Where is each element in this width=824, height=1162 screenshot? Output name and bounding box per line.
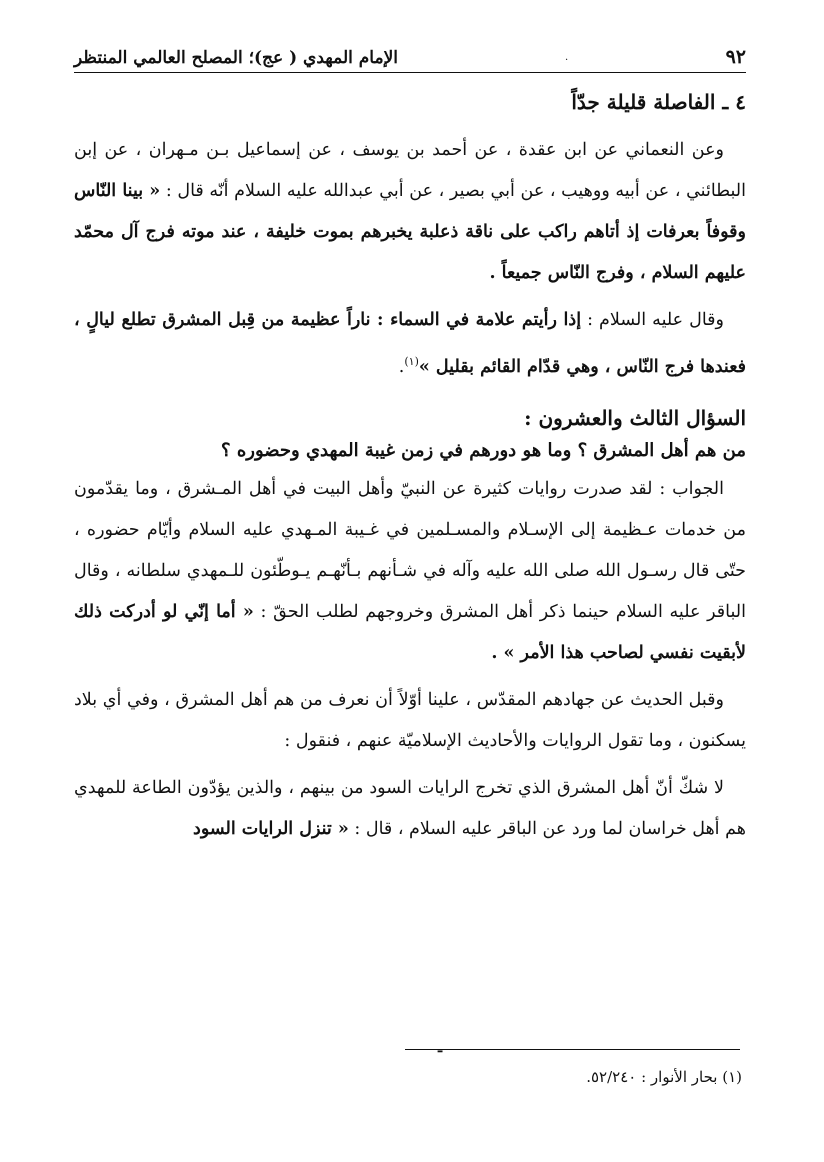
header-dot: . <box>565 52 569 63</box>
running-header <box>74 28 746 73</box>
footnote-number: (١) <box>722 1068 742 1086</box>
answer-text: لا شكّ أنّ أهل المشرق الذي تخرج الرايات السود من بينهم ، والذين يؤدّون الطاعة للمهدي هم أهل خراسان لما ورد عن الباقر عليه السلام ، قال : <box>74 777 746 839</box>
paragraph <box>74 469 746 674</box>
section-heading: ٤ ـ الفاصلة قليلة جدّاً <box>571 90 746 114</box>
hadith-quote: « أما إنّي لو أدركت ذلك لأبقيت نفسي لصاحب هذا الأمر » . <box>74 601 746 663</box>
footnote <box>586 1068 742 1086</box>
running-title: الإمام المهدي ( عج)؛ المصلح العالمي المنتظر <box>74 48 398 68</box>
page-number: ٩٢ <box>725 46 746 68</box>
paragraph <box>74 300 746 388</box>
answer-text: الجواب : لقد صدرت روايات كثيرة عن النبيّ وأهل البيت في أهل المـشرق ، وما يقدّمون من خدمات عـظيمة إلى الإسـلام والمسـلمين في غـيبة المـهدي عليه السلام وأيّام حضوره ، حتّى قال رسـول الله صلى الله عليه وآله في شـأنهم بـأنّهـم يـوطّئون للـمهدي سلطانه ، وقال الباقر عليه السلام حينما ذكر أهل المشرق وخروجهم لطلب الحقّ : <box>74 478 746 622</box>
paragraph: وقبل الحديث عن جهادهم المقدّس ، علينا أوّلاً أن نعرف من هم أهل المشرق ، وفي أي بلاد يسكنون ، وما تقول الروايات والأحاديث الإسلاميّة عنهم ، فنقول : <box>74 689 746 751</box>
hadith-quote: « تنزل الرايات السود <box>193 818 349 839</box>
paragraph <box>74 768 746 850</box>
question-subtitle: من هم أهل المشرق ؟ وما هو دورهم في زمن غيبة المهدي وحضوره ؟ <box>221 439 746 461</box>
footnote-divider-mark: ـ <box>438 1040 443 1056</box>
footnote-divider <box>405 1049 740 1050</box>
footnote-ref: (١) <box>404 355 419 368</box>
hadith-quote: « بينا النّاس وقوفاً بعرفات إذ أتاهم راكب على ناقة ذعلبة يخبرهم بموت خليفة ، عند موته فرج آل محمّد عليهم السلام ، وفرج النّاس جميعاً . <box>74 181 746 283</box>
hadith-quote: إذا رأيتم علامة في السماء : ناراً عظيمة من قِبل المشرق تطلع ليالٍ ، فعندها فرج النّاس ، وهي قدّام القائم بقليل » <box>74 310 746 377</box>
sentence-end: . <box>398 356 405 377</box>
question-title: السؤال الثالث والعشرون : <box>524 405 746 430</box>
narration-chain: وعن النعماني عن ابن عقدة ، عن أحمد بن يوسف ، عن إسماعيل بـن مـهران ، عن إبن البطائني ، عن أبيه ووهيب ، عن أبي بصير ، عن أبي عبدالله عليه السلام أنّه قال : <box>74 140 746 201</box>
narration-intro: وقال عليه السلام : <box>587 310 724 330</box>
footnote-text: بحار الأنوار : ٥٢/٢٤٠. <box>586 1068 718 1086</box>
page-body <box>74 90 746 856</box>
paragraph <box>74 130 746 294</box>
